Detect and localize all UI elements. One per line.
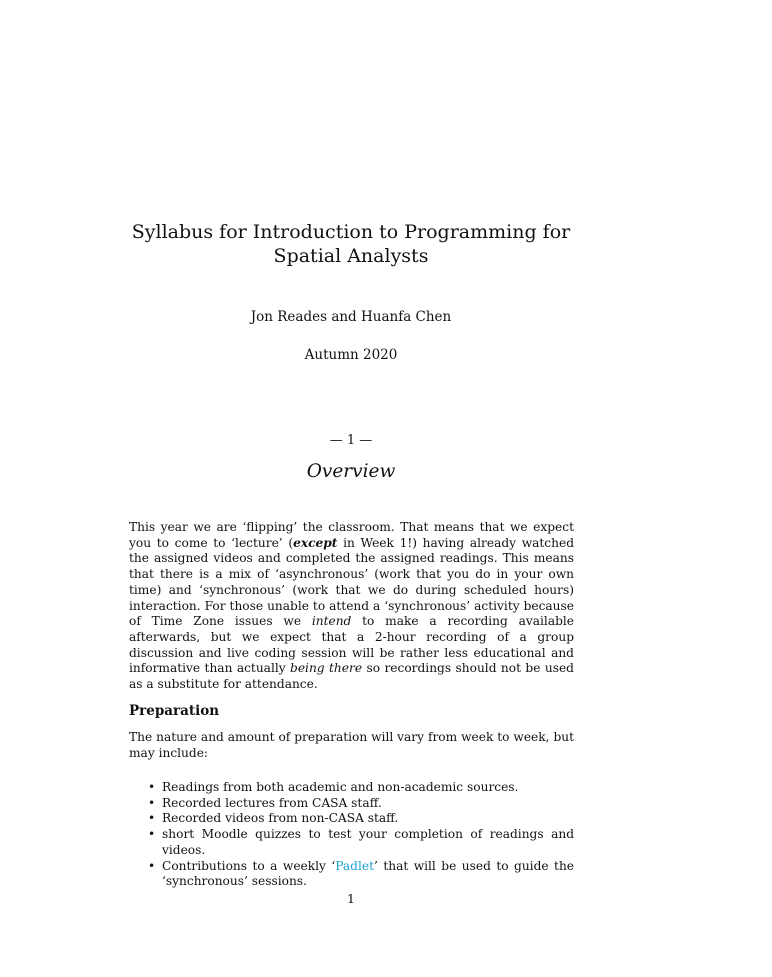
overview-text-1: This year we are ‘flipping’ the classroom. That means that we expect you to come to ‘lecture’ ( [129,520,574,550]
chapter-number: — 1 — [329,433,373,448]
page-number: 1 [347,891,355,906]
preparation-text: The nature and amount of preparation will vary from week to week, but may include: [129,730,574,760]
list-item-text: short Moodle quizzes to test your completion of readings and videos. [162,827,574,857]
document-authors: Jon Reades and Huanfa Chen [250,309,452,325]
chapter-title: Overview [306,461,396,482]
preparation-list [129,780,574,890]
bullet-icon: • [148,827,156,842]
overview-text-2: in Week 1!) having already watched the assigned videos and completed the assigned readings. This means that there is a mix of ‘asynchronous’ (work that you do in your own time) and ‘synchronous’ (work that we do during scheduled hours) interaction. For those unable to attend a ‘synchronous’ activity because of Time Zone issues we [129,535,574,629]
overview-emphasis-being-there: being there [290,661,363,676]
list-item [129,780,574,796]
overview-emphasis-intend: intend [311,614,352,629]
list-item [129,811,574,827]
preparation-heading: Preparation [129,703,220,719]
list-item-text: Readings from both academic and non-academic sources. [162,780,519,794]
bullet-icon: • [148,780,156,794]
overview-text-4: so recordings should not be used as a substitute for attendance. [129,661,574,692]
overview-emphasis-except: except [293,535,338,550]
bullet-icon: • [148,795,156,810]
padlet-link[interactable]: Padlet [335,858,374,873]
list-item-text: Recorded videos from non-CASA staff. [162,811,399,826]
overview-paragraph [129,520,574,693]
bullet-icon: • [148,811,156,826]
list-item-text-before: Contributions to a weekly ‘ [162,858,336,873]
list-item-text: Recorded lectures from CASA staff. [162,795,382,810]
list-item-text-after: ’ that will be used to guide the ‘synchronous’ sessions. [162,858,575,889]
list-item [129,796,574,812]
list-item [129,859,574,890]
list-item [129,827,574,858]
overview-text-3: to make a recording available afterwards, but we expect that a 2-hour recording of a group discussion and live coding session will be rather less educational and informative than actually [129,614,575,676]
document-date: Autumn 2020 [304,347,398,363]
bullet-icon: • [148,858,156,873]
document-title: Syllabus for Introduction to Programming for Spatial Analysts [131,221,571,267]
